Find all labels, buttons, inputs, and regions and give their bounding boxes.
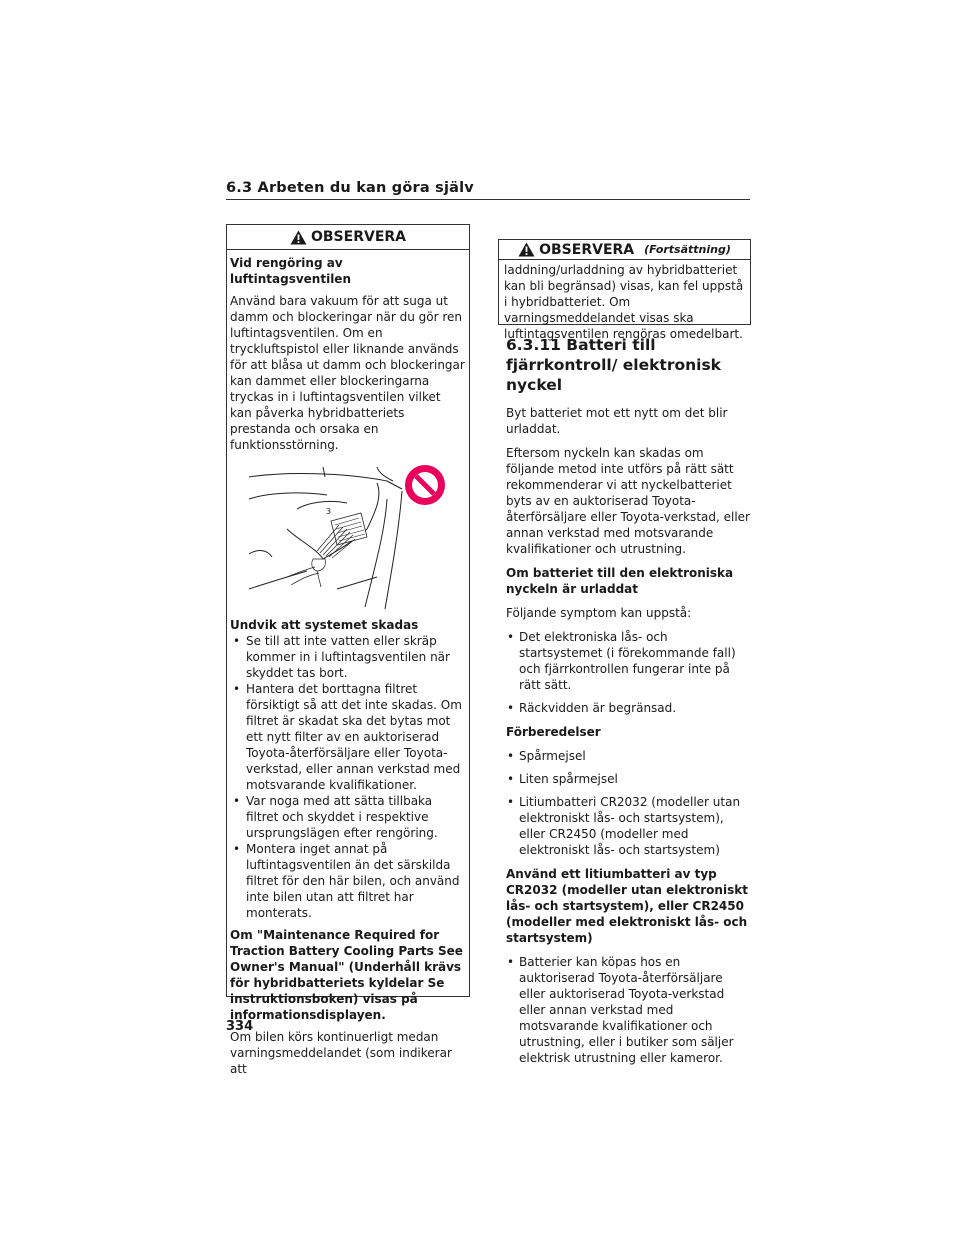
avoid-damage-list (230, 633, 465, 921)
notice-title: OBSERVERA (310, 229, 406, 245)
notice-paragraph: Använd bara vakuum för att suga ut damm och blockeringar när du gör ren luftintagsventilen. Om en tryckluftspistol eller liknande används för att blåsa ut damm och blockeringar kan dammet eller blockeringarna tryckas in i luftintagsventilen vilket kan påverka hybridbatteriets prestanda och orsaka en funktionsstörning. (230, 294, 465, 452)
battery-type-title: Använd ett litiumbatteri av typ CR2032 (modeller utan elektroniskt lås- och startsystem), eller CR2450 (modeller med elektroniskt lås- och startsystem) (506, 867, 748, 945)
warning-icon (290, 230, 307, 245)
notice-title: OBSERVERA (539, 241, 635, 258)
notice-header (227, 225, 469, 250)
discharged-title: Om batteriet till den elektroniska nyckeln är urladdat (506, 566, 734, 596)
page-number: 334 (226, 1019, 254, 1034)
list-item: • Montera inget annat på luftintagsventilen än det särskilda filtret för den här bilen, och använd inte bilen utan att filtret har monterats. (233, 842, 460, 920)
list-item: • Batterier kan köpas hos en auktoriserad Toyota-återförsäljare eller auktoriserad Toyota-verkstad eller annan verkstad med motsvarande kvalifikationer och utrustning, eller i butiker som säljer elektrisk utrustning eller kameror. (507, 955, 734, 1065)
notice-subtitle: Vid rengöring av luftintagsventilen (230, 256, 351, 286)
battery-purchase-list (506, 954, 750, 1066)
preparations-list (506, 748, 750, 858)
notice-box-right (498, 239, 751, 341)
list-item: • Det elektroniska lås- och startsystemet (i förekommande fall) och fjärrkontrollen fungerar inte på rätt sätt. (507, 630, 736, 692)
warning-icon (518, 242, 535, 257)
notice-header (499, 240, 750, 260)
maintenance-title: Om "Maintenance Required for Traction Battery Cooling Parts See Owner's Manual" (Underhåll krävs för hybridbatteriets kyldelar Se instruktionsboken) visas på informationsdisplayen. (230, 928, 463, 1022)
preparations-title: Förberedelser (506, 725, 601, 739)
symptoms-list (506, 629, 750, 716)
list-item: • Spårmejsel (507, 749, 586, 763)
section-header: 6.3 Arbeten du kan göra själv (226, 180, 474, 196)
avoid-damage-title: Undvik att systemet skadas (230, 618, 419, 632)
list-item: • Se till att inte vatten eller skräp kommer in i luftintagsventilen när skyddet tas bort. (233, 634, 450, 680)
prohibited-icon (405, 465, 445, 505)
list-item: • Var noga med att sätta tillbaka filtret och skyddet i respektive ursprungslägen efter rengöring. (233, 794, 438, 840)
battery-section (506, 335, 750, 1074)
body-paragraph: Eftersom nyckeln kan skadas om följande metod inte utförs på rätt sätt rekommenderar vi att nyckelbatteriet byts av en auktoriserad Toyota-återförsäljare eller Toyota-verkstad, eller annan verkstad med motsvarande kvalifikationer och utrustning. (506, 446, 750, 556)
header-rule (226, 199, 750, 200)
list-item: • Hantera det borttagna filtret försiktigt så att det inte skadas. Om filtret är skadat ska det bytas mot ett nytt filter av en auktoriserad Toyota-återförsäljare eller Toyota-verkstad, eller annan verkstad med motsvarande kvalifikationer. (233, 682, 462, 792)
air-intake-illustration (227, 459, 471, 609)
notice-continued-label: (Fortsättning) (644, 242, 731, 256)
notice-continued-text: laddning/urladdning av hybridbatteriet kan bli begränsad) visas, kan fel uppstå i hybridbatteriet. Om varningsmeddelandet visas ska luftintagsventilen rengöras omedelbart. (504, 263, 744, 341)
list-item: • Litiumbatteri CR2032 (modeller utan elektroniskt lås- och startsystem), eller CR2450 (modeller med elektroniskt lås- och startsystem) (507, 795, 741, 857)
list-item: • Räckvidden är begränsad. (507, 701, 677, 715)
intro-paragraph: Byt batteriet mot ett nytt om det blir urladdat. (506, 406, 728, 436)
symptoms-intro: Följande symptom kan uppstå: (506, 606, 692, 620)
illustration-label: 3 (326, 507, 332, 516)
maintenance-text: Om bilen körs kontinuerligt medan varningsmeddelandet (som indikerar att (230, 1030, 452, 1076)
section-heading: 6.3.11 Batteri till fjärrkontroll/ elektronisk nyckel (506, 336, 721, 394)
list-item: • Liten spårmejsel (507, 772, 618, 786)
